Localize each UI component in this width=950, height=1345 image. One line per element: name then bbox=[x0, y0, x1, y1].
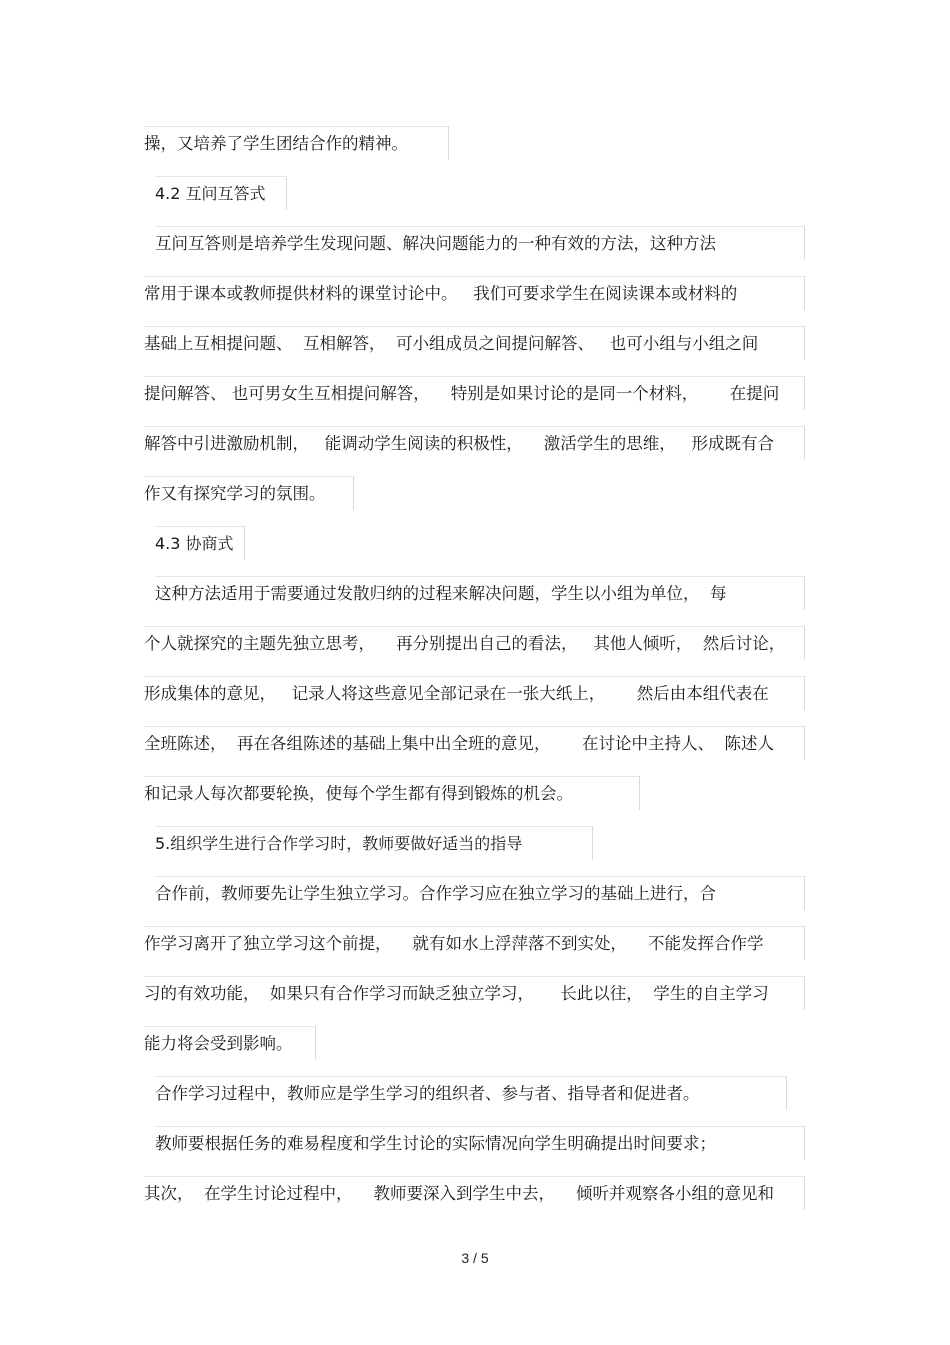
section-heading-5: 5.组织学生进行合作学习时，教师要做好适当的指导 bbox=[155, 826, 593, 860]
text-line: 能力将会受到影响。 bbox=[144, 1026, 316, 1060]
text-line: 形成集体的意见， 记录人将这些意见全部记录在一张大纸上， 然后由本组代表在 bbox=[144, 676, 805, 710]
text-line: 这种方法适用于需要通过发散归纳的过程来解决问题，学生以小组为单位， 每 bbox=[155, 576, 805, 610]
text-line: 个人就探究的主题先独立思考， 再分别提出自己的看法， 其他人倾听， 然后讨论， bbox=[144, 626, 805, 660]
text-line: 教师要根据任务的难易程度和学生讨论的实际情况向学生明确提出时间要求； bbox=[155, 1126, 805, 1160]
text-line: 全班陈述， 再在各组陈述的基础上集中出全班的意见， 在讨论中主持人、 陈述人 bbox=[144, 726, 805, 760]
text-line: 和记录人每次都要轮换，使每个学生都有得到锻炼的机会。 bbox=[144, 776, 640, 810]
section-heading-4-2: 4.2 互问互答式 bbox=[155, 176, 287, 210]
text-line: 基础上互相提问题、 互相解答， 可小组成员之间提问解答、 也可小组与小组之间 bbox=[144, 326, 805, 360]
text-line: 常用于课本或教师提供材料的课堂讨论中。 我们可要求学生在阅读课本或材料的 bbox=[144, 276, 805, 310]
text-line: 其次， 在学生讨论过程中， 教师要深入到学生中去， 倾听并观察各小组的意见和 bbox=[144, 1176, 805, 1210]
text-line: 合作学习过程中，教师应是学生学习的组织者、参与者、指导者和促进者。 bbox=[155, 1076, 787, 1110]
text-line: 解答中引进激励机制， 能调动学生阅读的积极性， 激活学生的思维， 形成既有合 bbox=[144, 426, 805, 460]
text-line: 合作前，教师要先让学生独立学习。合作学习应在独立学习的基础上进行，合 bbox=[155, 876, 805, 910]
text-line: 提问解答、 也可男女生互相提问解答， 特别是如果讨论的是同一个材料， 在提问 bbox=[144, 376, 805, 410]
text-line: 作又有探究学习的氛围。 bbox=[144, 476, 354, 510]
page-number: 3 / 5 bbox=[461, 1250, 489, 1266]
text-line: 互问互答则是培养学生发现问题、解决问题能力的一种有效的方法，这种方法 bbox=[155, 226, 805, 260]
text-line: 习的有效功能， 如果只有合作学习而缺乏独立学习， 长此以往， 学生的自主学习 bbox=[144, 976, 805, 1010]
section-heading-4-3: 4.3 协商式 bbox=[155, 526, 245, 560]
text-line: 作学习离开了独立学习这个前提， 就有如水上浮萍落不到实处， 不能发挥合作学 bbox=[144, 926, 805, 960]
text-line: 操，又培养了学生团结合作的精神。 bbox=[144, 126, 449, 160]
